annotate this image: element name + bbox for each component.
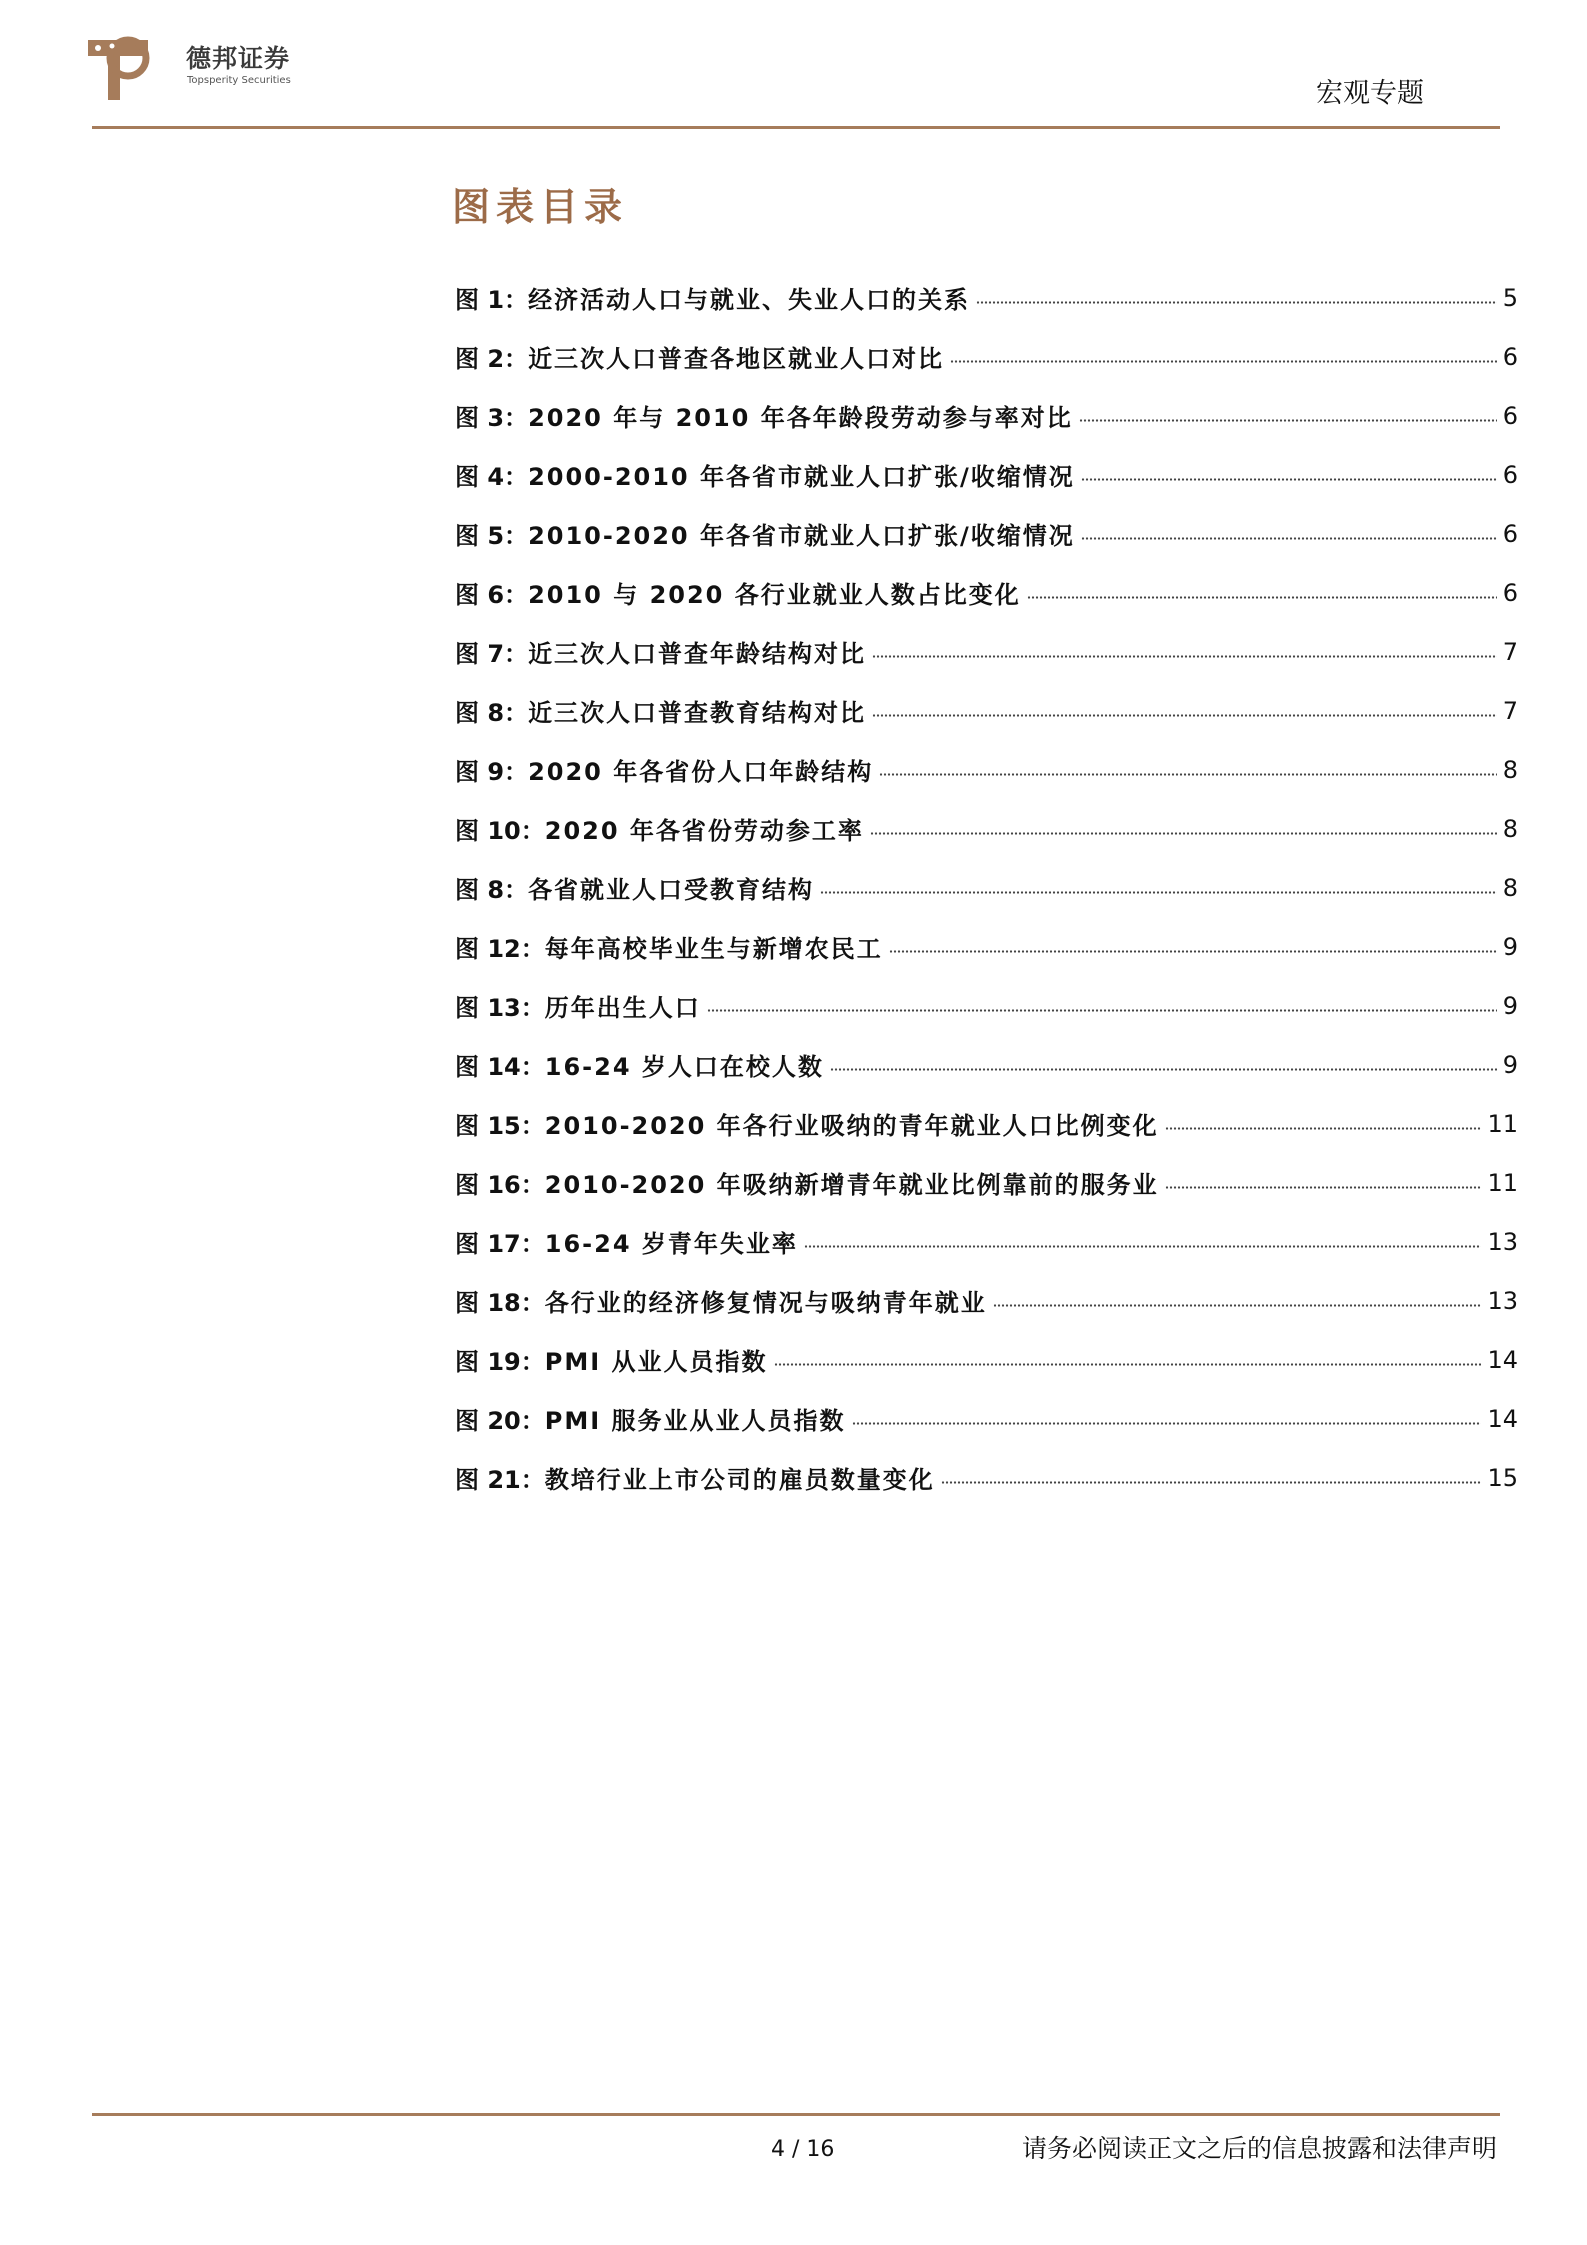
dot-leader [852, 1422, 1482, 1425]
toc-entry-label: 图 12： [455, 935, 545, 963]
dot-leader [1079, 419, 1497, 422]
toc-entry-title: 2010-2020 年吸纳新增青年就业比例靠前的服务业 [544, 1171, 1159, 1199]
dot-leader [941, 1481, 1482, 1484]
toc-entry-page: 6 [1502, 460, 1518, 489]
dot-leader [830, 1068, 1497, 1071]
toc-entry[interactable] [455, 327, 1518, 386]
toc-entry[interactable] [455, 504, 1518, 563]
dot-leader [804, 1245, 1482, 1248]
brand-logo-icon [88, 34, 160, 106]
dot-leader [872, 655, 1497, 658]
toc-entry-page: 11 [1487, 1168, 1518, 1197]
toc-entry-label: 图 18： [455, 1289, 545, 1317]
toc-entry-title: 2010-2020 年各行业吸纳的青年就业人口比例变化 [544, 1112, 1159, 1140]
toc-entry-page: 9 [1502, 932, 1518, 961]
toc-entry-label: 图 17： [455, 1230, 545, 1258]
toc-entry[interactable] [455, 268, 1518, 327]
toc-entry-title: 2020 年与 2010 年各年龄段劳动参与率对比 [528, 404, 1073, 432]
toc-entry-label: 图 19： [455, 1348, 545, 1376]
brand-name-en: Topsperity Securities [187, 75, 291, 86]
toc-entry[interactable] [455, 740, 1518, 799]
toc-title: 图表目录 [452, 184, 629, 229]
toc-entry-label: 图 7： [455, 640, 529, 668]
toc-entry-page: 8 [1502, 814, 1518, 843]
dot-leader [1081, 478, 1497, 481]
toc-entry-page: 5 [1502, 283, 1518, 312]
toc-entry-page: 15 [1487, 1463, 1518, 1492]
dot-leader [1165, 1127, 1482, 1130]
dot-leader [950, 360, 1497, 363]
dot-leader [774, 1363, 1482, 1366]
toc-entry[interactable] [455, 917, 1518, 976]
toc-entry-label: 图 9： [455, 758, 529, 786]
toc-entry-label: 图 2： [455, 345, 529, 373]
toc-entry-title: 近三次人口普查年龄结构对比 [528, 640, 867, 668]
toc-entry-title: 近三次人口普查各地区就业人口对比 [528, 345, 945, 373]
toc-entry-title: 2020 年各省份人口年龄结构 [528, 758, 874, 786]
header-divider [92, 126, 1500, 129]
toc-entry[interactable] [455, 1448, 1518, 1507]
toc-entry-title: 近三次人口普查教育结构对比 [528, 699, 867, 727]
toc-entry-title: 历年出生人口 [544, 994, 701, 1022]
toc-entry-page: 6 [1502, 342, 1518, 371]
document-type: 宏观专题 [1316, 78, 1424, 109]
toc-entry-title: PMI 从业人员指数 [544, 1348, 768, 1376]
toc-entry[interactable] [455, 976, 1518, 1035]
toc-entry[interactable] [455, 1094, 1518, 1153]
toc-entry-label: 图 10： [455, 817, 545, 845]
footer-divider [92, 2113, 1500, 2116]
toc-entry[interactable] [455, 1153, 1518, 1212]
toc-entry[interactable] [455, 681, 1518, 740]
toc-entry-title: 2010 与 2020 各行业就业人数占比变化 [528, 581, 1021, 609]
toc-entry-title: PMI 服务业从业人员指数 [544, 1407, 846, 1435]
toc-entry-label: 图 13： [455, 994, 545, 1022]
dot-leader [870, 832, 1497, 835]
toc-entry-title: 经济活动人口与就业、失业人口的关系 [528, 286, 971, 314]
dot-leader [993, 1304, 1482, 1307]
toc-entry-label: 图 1： [455, 286, 529, 314]
toc-entry-label: 图 14： [455, 1053, 545, 1081]
dot-leader [872, 714, 1497, 717]
toc-entry-page: 13 [1487, 1227, 1518, 1256]
toc-entry[interactable] [455, 1271, 1518, 1330]
toc-entry-page: 6 [1502, 519, 1518, 548]
dot-leader [1165, 1186, 1482, 1189]
dot-leader [879, 773, 1497, 776]
toc-entry-label: 图 3： [455, 404, 529, 432]
toc-entry-title: 各省就业人口受教育结构 [528, 876, 815, 904]
toc-list [455, 268, 1518, 1507]
toc-entry[interactable] [455, 445, 1518, 504]
toc-entry-title: 教培行业上市公司的雇员数量变化 [544, 1466, 935, 1494]
toc-entry[interactable] [455, 1035, 1518, 1094]
toc-entry-page: 6 [1502, 401, 1518, 430]
dot-leader [820, 891, 1497, 894]
toc-entry-page: 14 [1487, 1345, 1518, 1374]
toc-entry-page: 8 [1502, 873, 1518, 902]
toc-entry-page: 14 [1487, 1404, 1518, 1433]
toc-entry-page: 11 [1487, 1109, 1518, 1138]
toc-entry-title: 16-24 岁人口在校人数 [544, 1053, 824, 1081]
toc-entry-page: 8 [1502, 755, 1518, 784]
toc-entry-label: 图 20： [455, 1407, 545, 1435]
toc-entry[interactable] [455, 1330, 1518, 1389]
legal-disclaimer: 请务必阅读正文之后的信息披露和法律声明 [1022, 2134, 1498, 2163]
toc-entry-page: 7 [1502, 637, 1518, 666]
toc-entry-label: 图 15： [455, 1112, 545, 1140]
page-number: 4 / 16 [771, 2137, 835, 2162]
toc-entry-title: 16-24 岁青年失业率 [544, 1230, 798, 1258]
toc-entry-label: 图 16： [455, 1171, 545, 1199]
dot-leader [976, 301, 1497, 304]
toc-entry-label: 图 4： [455, 463, 529, 491]
toc-entry-label: 图 6： [455, 581, 529, 609]
brand-name-cn: 德邦证券 [186, 44, 291, 73]
toc-entry[interactable] [455, 1389, 1518, 1448]
toc-entry[interactable] [455, 799, 1518, 858]
dot-leader [707, 1009, 1497, 1012]
toc-entry-page: 13 [1487, 1286, 1518, 1315]
toc-entry-title: 各行业的经济修复情况与吸纳青年就业 [544, 1289, 987, 1317]
toc-entry-page: 7 [1502, 696, 1518, 725]
toc-entry-title: 2010-2020 年各省市就业人口扩张/收缩情况 [528, 522, 1075, 550]
toc-entry[interactable] [455, 386, 1518, 445]
dot-leader [1081, 537, 1497, 540]
toc-entry-label: 图 8： [455, 699, 529, 727]
toc-entry-title: 2000-2010 年各省市就业人口扩张/收缩情况 [528, 463, 1075, 491]
toc-entry[interactable] [455, 622, 1518, 681]
toc-entry[interactable] [455, 1212, 1518, 1271]
toc-entry[interactable] [455, 563, 1518, 622]
dot-leader [889, 950, 1497, 953]
toc-entry-title: 每年高校毕业生与新增农民工 [544, 935, 883, 963]
toc-entry-title: 2020 年各省份劳动参工率 [544, 817, 864, 845]
dot-leader [1027, 596, 1497, 599]
toc-entry-page: 9 [1502, 991, 1518, 1020]
toc-entry-page: 6 [1502, 578, 1518, 607]
toc-entry-label: 图 5： [455, 522, 529, 550]
toc-entry[interactable] [455, 858, 1518, 917]
toc-entry-page: 9 [1502, 1050, 1518, 1079]
toc-entry-label: 图 8： [455, 876, 529, 904]
toc-entry-label: 图 21： [455, 1466, 545, 1494]
